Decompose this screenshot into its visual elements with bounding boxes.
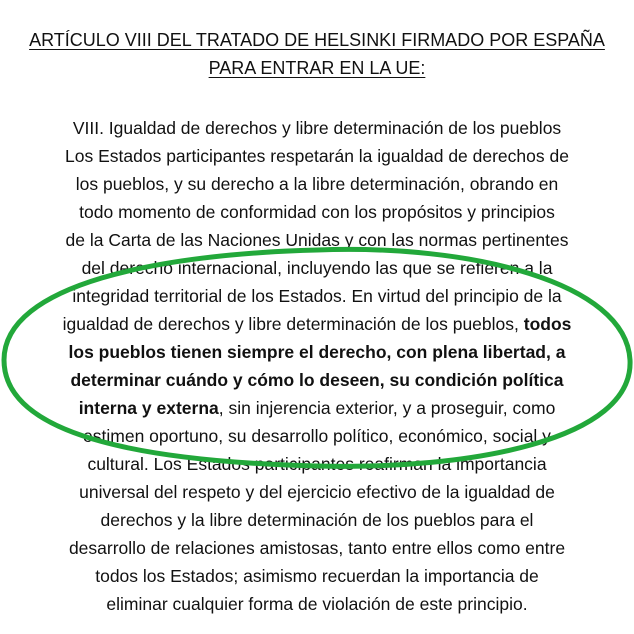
body-line: eliminar cualquier forma de violación de este principio.: [106, 594, 528, 614]
highlighted-text: determinar cuándo y cómo lo deseen, su condición política: [70, 370, 564, 390]
highlighted-text: todos: [523, 314, 572, 334]
body-line: Los Estados participantes respetarán la igualdad de derechos de: [65, 146, 569, 166]
body-line: cultural. Los Estados participantes reafirman la importancia: [87, 454, 547, 474]
body-line: los pueblos, y su derecho a la libre determinación, obrando en: [75, 174, 559, 194]
body-line: del derecho internacional, incluyendo las que se refieren a la: [81, 258, 553, 278]
body-line: derechos y la libre determinación de los pueblos para el: [100, 510, 534, 530]
highlighted-text: los pueblos tienen siempre el derecho, con plena libertad, a: [68, 342, 566, 362]
body-line: todos los Estados; asimismo recuerdan la importancia de: [95, 566, 539, 586]
body-line: integridad territorial de los Estados. En virtud del principio de la: [72, 286, 562, 306]
body-line: desarrollo de relaciones amistosas, tanto entre ellos como entre: [68, 538, 566, 558]
body-line: VIII. Igualdad de derechos y libre determinación de los pueblos: [72, 118, 562, 138]
document-title-line-2: PARA ENTRAR EN LA UE:: [208, 58, 426, 78]
body-line: universal del respeto y del ejercicio efectivo de la igualdad de: [79, 482, 555, 502]
document-title-line-1: ARTÍCULO VIII DEL TRATADO DE HELSINKI FIRMADO POR ESPAÑA: [29, 30, 605, 50]
highlighted-text: interna y externa: [78, 398, 219, 418]
body-line: estimen oportuno, su desarrollo político, económico, social y: [83, 426, 551, 446]
body-line: igualdad de derechos y libre determinación de los pueblos, todos: [62, 314, 572, 334]
body-line: todo momento de conformidad con los propósitos y principios: [79, 202, 555, 222]
body-line: interna y externa, sin injerencia exterior, y a proseguir, como: [78, 398, 556, 418]
body-line: de la Carta de las Naciones Unidas y con las normas pertinentes: [65, 230, 569, 250]
